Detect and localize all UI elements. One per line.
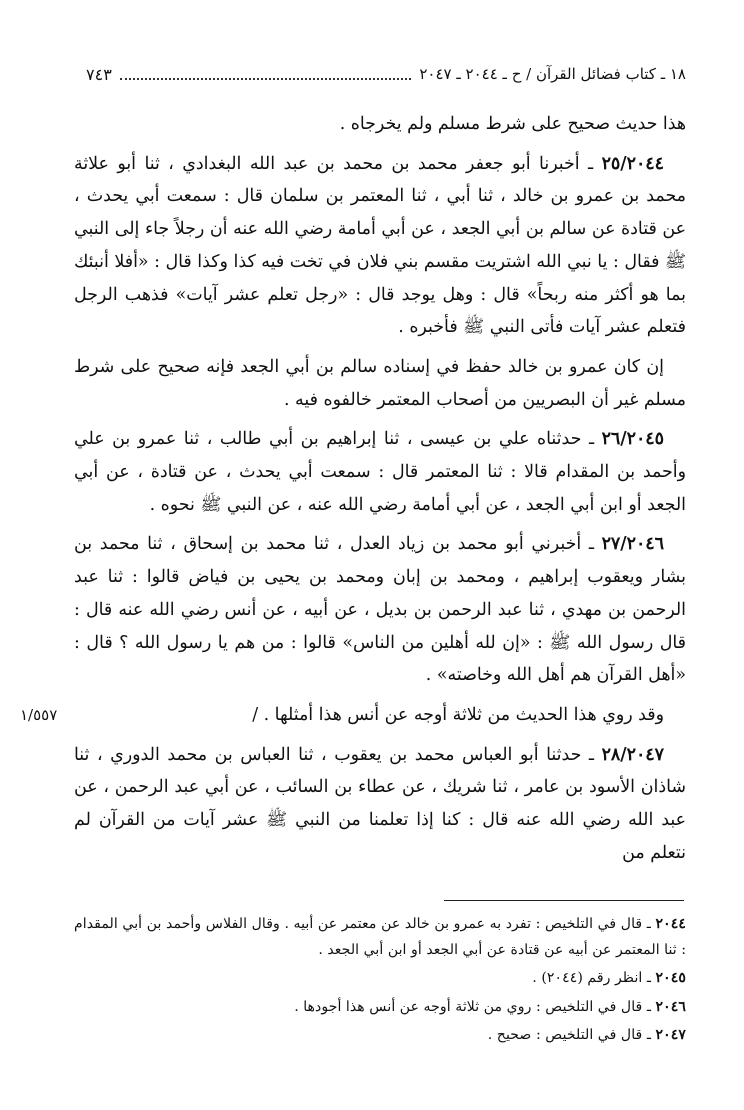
header-dot-leader	[120, 68, 412, 80]
hadith-text: ـ أخبرنا أبو جعفر محمد بن محمد بن عبد الله البغدادي ، ثنا أبو علاثة محمد بن عمرو بن خالد ، ثنا أبي ، ثنا المعتمر بن سلمان قال : سمعت أبي يحدث ، عن قتادة عن سالم بن أبي الجعد ، عن أبي أمامة رضي الله عنه أن رجلاً جاء إلى النبي ﷺ فقال : يا نبي الله اشتريت مقسم بني فلان في تخت فيه كذا وكذا قال : «أفلا أنبئك بما هو أكثر منه ربحاً» قال : وهل يوجد قال : «رجل تعلم عشر آيات» فذهب الرجل فتعلم عشر آيات فأتى النبي ﷺ فأخبره .	[74, 153, 686, 338]
paragraph-text: وقد روي هذا الحديث من ثلاثة أوجه عن أنس هذا أمثلها . /	[252, 704, 664, 725]
paragraph-text: هذا حديث صحيح على شرط مسلم ولم يخرجاه .	[339, 114, 686, 134]
footnote	[74, 1023, 686, 1049]
hadith-text: ـ حدثناه علي بن عيسى ، ثنا إبراهيم بن أبي طالب ، ثنا عمرو بن علي وأحمد بن المقدام قالا : ثنا المعتمر قال : سمعت أبي يحدث ، عن قتادة ، عن أبي الجعد أو ابن أبي الجعد ، عن أبي أمامة رضي الله عنه ، عن النبي ﷺ نحوه .	[74, 429, 686, 515]
running-title: ١٨ ـ كتاب فضائل القرآن / ح ـ ٢٠٤٤ ـ ٢٠٤٧	[419, 65, 686, 83]
footnote-divider	[444, 900, 684, 901]
manuscript-page-reference: ١/٥٥٧	[20, 706, 58, 724]
hadith-number: ٢٨/٢٠٤٧	[601, 744, 664, 765]
commentary-paragraph	[74, 699, 686, 732]
footnote	[74, 995, 686, 1021]
footnote-text: ـ قال في التلخيص : صحيح .	[487, 1027, 656, 1043]
hadith-paragraph	[74, 423, 686, 521]
footnote-number: ٢٠٤٤	[655, 916, 686, 932]
footnote-number: ٢٠٤٥	[655, 970, 686, 986]
footnote	[74, 966, 686, 992]
hadith-paragraph	[74, 148, 686, 344]
page-number: ٧٤٣	[86, 64, 112, 84]
hadith-text: ـ حدثنا أبو العباس محمد بن يعقوب ، ثنا العباس بن محمد الدوري ، ثنا شاذان الأسود بن عامر ، ثنا شريك ، عن عطاء بن السائب ، عن أبي عبد الرحمن ، عن عبد الله رضي الله عنه قال : كنا إذا تعلمنا من النبي ﷺ عشر آيات من القرآن لم نتعلم من	[74, 744, 686, 863]
footnote	[74, 912, 686, 963]
hadith-paragraph	[74, 528, 686, 692]
main-text	[74, 108, 686, 876]
page-header	[86, 62, 686, 86]
hadith-number: ٢٥/٢٠٤٤	[601, 153, 664, 174]
footnote-text: ـ قال في التلخيص : روي من ثلاثة أوجه عن أنس هذا أجودها .	[294, 998, 656, 1015]
footnote-text: ـ قال في التلخيص : تفرد به عمرو بن خالد عن معتمر عن أبيه . وقال الفلاس وأحمد بن أبي المقدام : ثنا المعتمر عن أبيه عن قتادة عن أبي الجعد أو ابن أبي الجعد .	[74, 916, 686, 958]
footnote-number: ٢٠٤٦	[655, 998, 686, 1015]
paragraph	[74, 108, 686, 141]
hadith-text: ـ أخبرني أبو محمد بن زياد العدل ، ثنا محمد بن إسحاق ، ثنا محمد بن بشار ويعقوب إبراهيم ، ومحمد بن إبان ومحمد بن يحيى بن فياض قالوا : ثنا عبد الرحمن بن مهدي ، ثنا عبد الرحمن بن بديل ، عن أبيه ، عن أنس رضي الله عنه قال : قال رسول الله ﷺ : «إن لله أهلين من الناس» قالوا : من هم يا رسول الله ؟ قال : «أهل القرآن هم أهل الله وخاصته» .	[74, 534, 686, 686]
commentary-paragraph	[74, 351, 686, 416]
hadith-number: ٢٦/٢٠٤٥	[601, 429, 664, 450]
hadith-paragraph	[74, 739, 686, 870]
footnote-number: ٢٠٤٧	[655, 1027, 686, 1043]
footnote-text: ـ انظر رقم (٢٠٤٤) .	[532, 970, 656, 986]
paragraph-text: إن كان عمرو بن خالد حفظ في إسناده سالم بن أبي الجعد فإنه صحيح على شرط مسلم غير أن البصريين من أصحاب المعتمر خالفوه فيه .	[74, 356, 686, 410]
hadith-number: ٢٧/٢٠٤٦	[601, 534, 664, 555]
footnotes	[74, 912, 686, 1052]
